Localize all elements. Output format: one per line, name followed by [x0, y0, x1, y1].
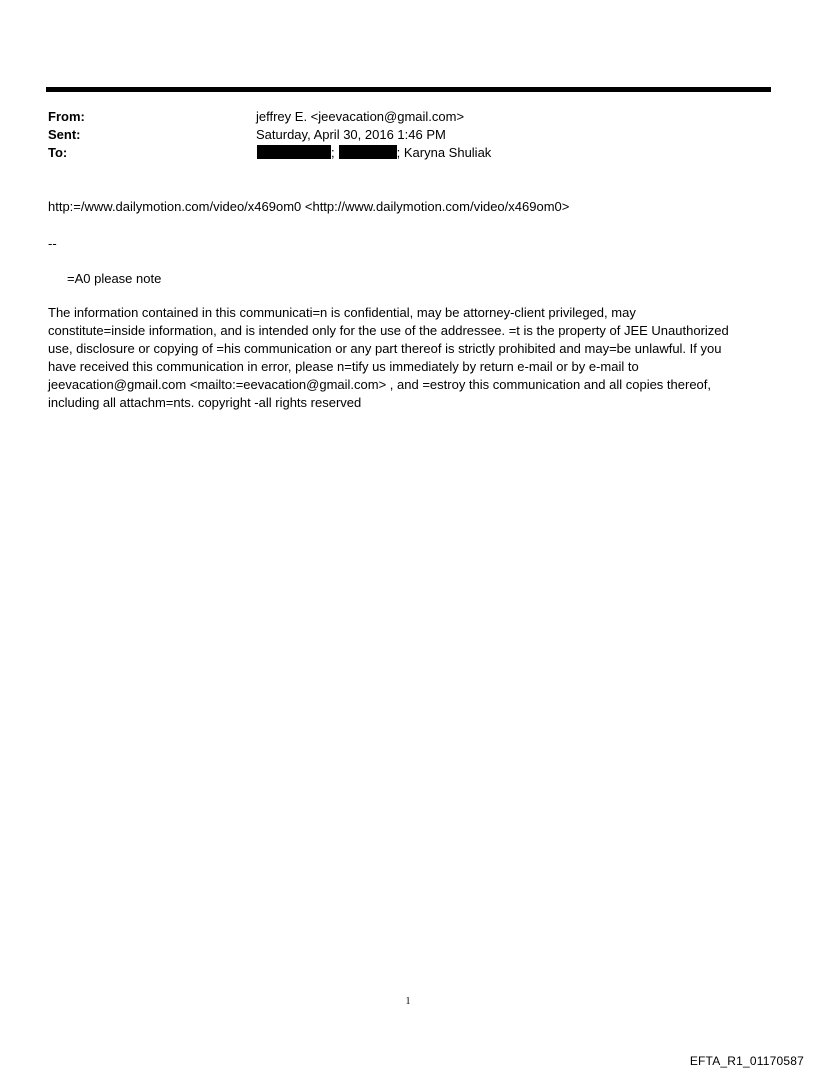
confidentiality-disclaimer — [48, 304, 768, 412]
bates-number: EFTA_R1_01170587 — [689, 1054, 804, 1068]
to-row — [48, 144, 768, 162]
sent-value: Saturday, April 30, 2016 1:46 PM — [256, 127, 446, 142]
redaction-box — [339, 145, 397, 159]
from-label: From: — [48, 109, 85, 124]
disclaimer-line: jeevacation@gmail.com <mailto:=eevacation@gmail.com> , and =estroy this communication and all copies thereof, — [48, 377, 712, 392]
disclaimer-line: The information contained in this communicati=n is confidential, may be attorney-client privileged, may — [48, 305, 636, 320]
sent-label: Sent: — [48, 127, 81, 142]
disclaimer-line: use, disclosure or copying of =his communication or any part thereof is strictly prohibited and may=be unlawful. If you — [48, 341, 722, 356]
sent-row — [48, 126, 768, 144]
to-label: To: — [48, 145, 68, 160]
page-number: 1 — [405, 996, 411, 1007]
from-value: jeffrey E. <jeevacation@gmail.com> — [256, 109, 465, 124]
disclaimer-line: have received this communication in error, please n=tify us immediately by return e-mail or by e-mail to — [48, 359, 639, 374]
note-line: =A0 please note — [67, 271, 162, 286]
from-row — [48, 108, 768, 126]
recipient-separator: ; — [331, 145, 335, 160]
signature-separator: -- — [48, 236, 57, 251]
redaction-box — [257, 145, 331, 159]
disclaimer-line: including all attachm=nts. copyright -all rights reserved — [48, 395, 362, 410]
header-divider — [46, 87, 771, 92]
to-value — [256, 144, 491, 162]
video-url-text: http:=/www.dailymotion.com/video/x469om0 <http://www.dailymotion.com/video/x469om0> — [48, 199, 570, 214]
disclaimer-line: constitute=inside information, and is intended only for the use of the addressee. =t is the property of JEE Unauthorized — [48, 323, 729, 338]
recipient-name: Karyna Shuliak — [400, 145, 492, 160]
recipient-separator: ; — [396, 145, 401, 160]
email-header — [48, 108, 768, 162]
